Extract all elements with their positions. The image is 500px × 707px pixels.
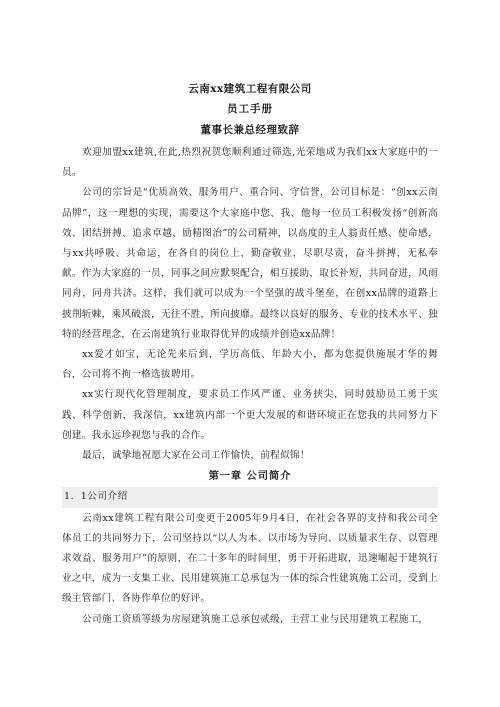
company-title: 云南xx建筑工程有限公司 — [188, 83, 312, 95]
section-heading: 1．1公司介绍 — [62, 487, 438, 507]
paragraph: xx实行现代化管理制度，要求员工作风严谨、业务挟尖，同时鼓励员工勇于实践、科学创新，我深信，xx建筑内部一个更大发展的和谐环境正在您我的共同努力下创建。我永远珍视您与我的合作。 — [62, 389, 438, 441]
chapter-heading: 第一章 公司简介 — [208, 470, 292, 483]
paragraph: xx爱才如宝，无论先来后到，学历高低、年龄大小，都为您提供施展才华的舞台，公司将不拘一格选拔聘用。 — [62, 349, 438, 381]
paragraph: 欢迎加盟xx建筑,在此,热烈祝贺您顺利通过筛选,光荣地成为我们xx大家庭中的一员。 — [62, 147, 438, 179]
paragraph: 云南xx建筑工程有限公司变更于2005年9月4日，在社会各界的支持和我公司全体员工的共同努力下，公司坚持以“以人为本、以市场为导向、以质量求生存、以管理求效益、服务用户”的原则，在二十多年的时间里，勇于开拓进取，迅速崛起于建筑行业之中，成为一支集工业、民用建筑施工总承包为一体的综合性建筑施工公司，受到上级主管部门、各协作单位的好评。 — [62, 512, 438, 605]
paragraph: 公司施工资质等级为房屋建筑施工总承包贰级，主营工业与民用建筑工程施工， — [82, 613, 429, 625]
paragraph: 公司的宗旨是“优质高效、服务用户、重合同、守信誉，公司目标是：“创xx云南品牌”，这一理想的实现，需要这个大家庭中您、我、他每一位员工积极发扬“创新高效、团结拼搏、追求卓越、励精图治”的公司精神，以高度的主人翁责任感、使命感，与xx共呼吸、共命运，在各自的岗位上，勤奋敬业，尽职尽责，奋斗拼搏，无私奉献。作为大家庭的一员，同事之间应默契配合，相互援助，取长补短，共同奋进，风雨同舟，同舟共济。这样，我们就可以成为一个坚强的战斗堡垒，在创xx品牌的道路上披荆斩棘，乘风破浪，无往不胜，所向披靡。最终以良好的服务、专业的技术水平、独特的经营理念，在云南建筑行业取得优异的成绩并创造xx品牌！ — [62, 187, 438, 340]
document-body — [62, 143, 438, 630]
paragraph: 最后，诚挚地祝愿大家在公司工作愉快，前程似锦！ — [82, 450, 310, 462]
letter-title: 董事长兼总经理致辞 — [200, 124, 300, 136]
handbook-title: 员工手册 — [227, 103, 273, 115]
